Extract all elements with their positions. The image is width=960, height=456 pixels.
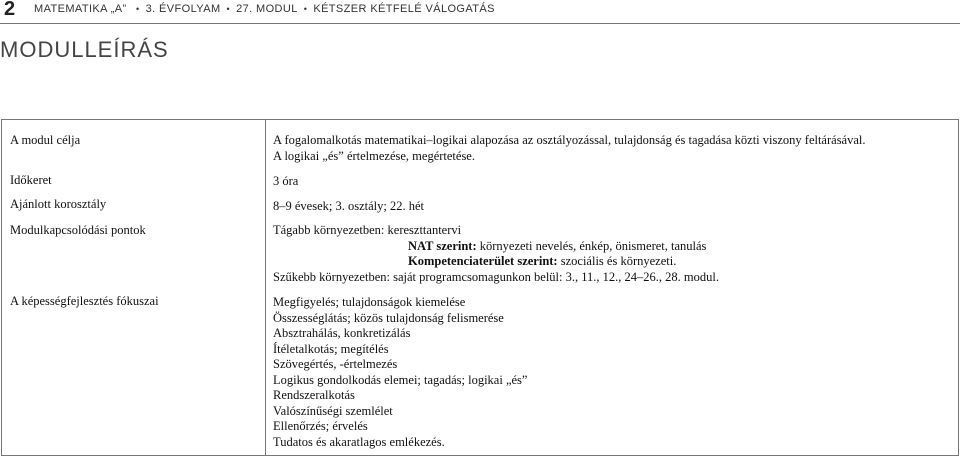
- header-rule: [0, 23, 960, 24]
- label-goal: A modul célja: [10, 133, 81, 147]
- goal-line: A fogalomalkotás matematikai–logikai alapozása az osztályozással, tulajdonság és tagadása közti viszony feltárásával.: [273, 133, 866, 147]
- age-group-line: 8–9 évesek; 3. osztály; 22. hét: [273, 199, 425, 213]
- skill-item: Megfigyelés; tulajdonságok kiemelése: [273, 295, 466, 309]
- connections-line: Szűkebb környezetben: saját programcsomagunkon belül: 3., 11., 12., 24–26., 28. modul.: [273, 269, 719, 284]
- label-timeframe: Időkeret: [10, 173, 52, 187]
- subject-label: MATEMATIKA „A”: [34, 3, 131, 15]
- skill-item: Ítéletalkotás; megítélés: [273, 341, 389, 356]
- nat-line: [273, 239, 719, 255]
- module-description-table: [1, 119, 959, 456]
- skill-item: Tudatos és akaratlagos emlékezés.: [273, 434, 445, 449]
- skill-item: Absztrahálás, konkretizálás: [273, 326, 411, 340]
- value-connections: [273, 223, 719, 285]
- running-head-text: [34, 3, 495, 15]
- competence-line: [273, 254, 719, 270]
- skill-item: Összességlátás; közös tulajdonság felismerése: [273, 310, 504, 325]
- value-timeframe: [273, 174, 298, 190]
- skill-item: Szövegértés, -értelmezés: [273, 357, 398, 371]
- connections-line: Tágabb környezetben: kereszttantervi: [273, 223, 462, 237]
- skill-item: Ellenőrzés; érvelés: [273, 419, 368, 433]
- bullet-separator: •: [136, 4, 140, 14]
- grade-label: 3. ÉVFOLYAM: [145, 3, 221, 15]
- label-connections: Modulkapcsolódási pontok: [10, 223, 146, 237]
- nat-bold: NAT szerint:: [408, 238, 477, 253]
- bullet-separator: •: [303, 4, 308, 14]
- bullet-separator: •: [226, 4, 231, 14]
- skill-item: Rendszeralkotás: [273, 388, 355, 402]
- competence-bold: Kompetenciaterület szerint:: [408, 254, 558, 268]
- column-divider: [265, 120, 266, 455]
- value-age-group: [273, 199, 424, 215]
- module-title: KÉTSZER KÉTFELÉ VÁLOGATÁS: [313, 3, 495, 15]
- label-age-group: Ajánlott korosztály: [10, 197, 107, 211]
- module-label: 27. MODUL: [236, 3, 298, 15]
- competence-rest: szociális és környezeti.: [557, 254, 677, 268]
- nat-rest: környezeti nevelés, énkép, önismeret, tanulás: [476, 238, 707, 253]
- skill-item: Logikus gondolkodás elemei; tagadás; logikai „és”: [273, 372, 528, 387]
- goal-line: A logikai „és” értelmezése, megértetése.: [273, 148, 475, 163]
- label-skills-focus: A képességfejlesztés fókuszai: [10, 294, 159, 308]
- running-header: [4, 0, 524, 22]
- value-goal: [273, 133, 866, 164]
- skill-item: Valószínűségi szemlélet: [273, 403, 393, 418]
- page-number: 2: [4, 0, 16, 20]
- timeframe-line: 3 óra: [273, 174, 299, 188]
- value-skills-focus: [273, 295, 527, 450]
- page-title: MODULLEÍRÁS: [0, 37, 169, 62]
